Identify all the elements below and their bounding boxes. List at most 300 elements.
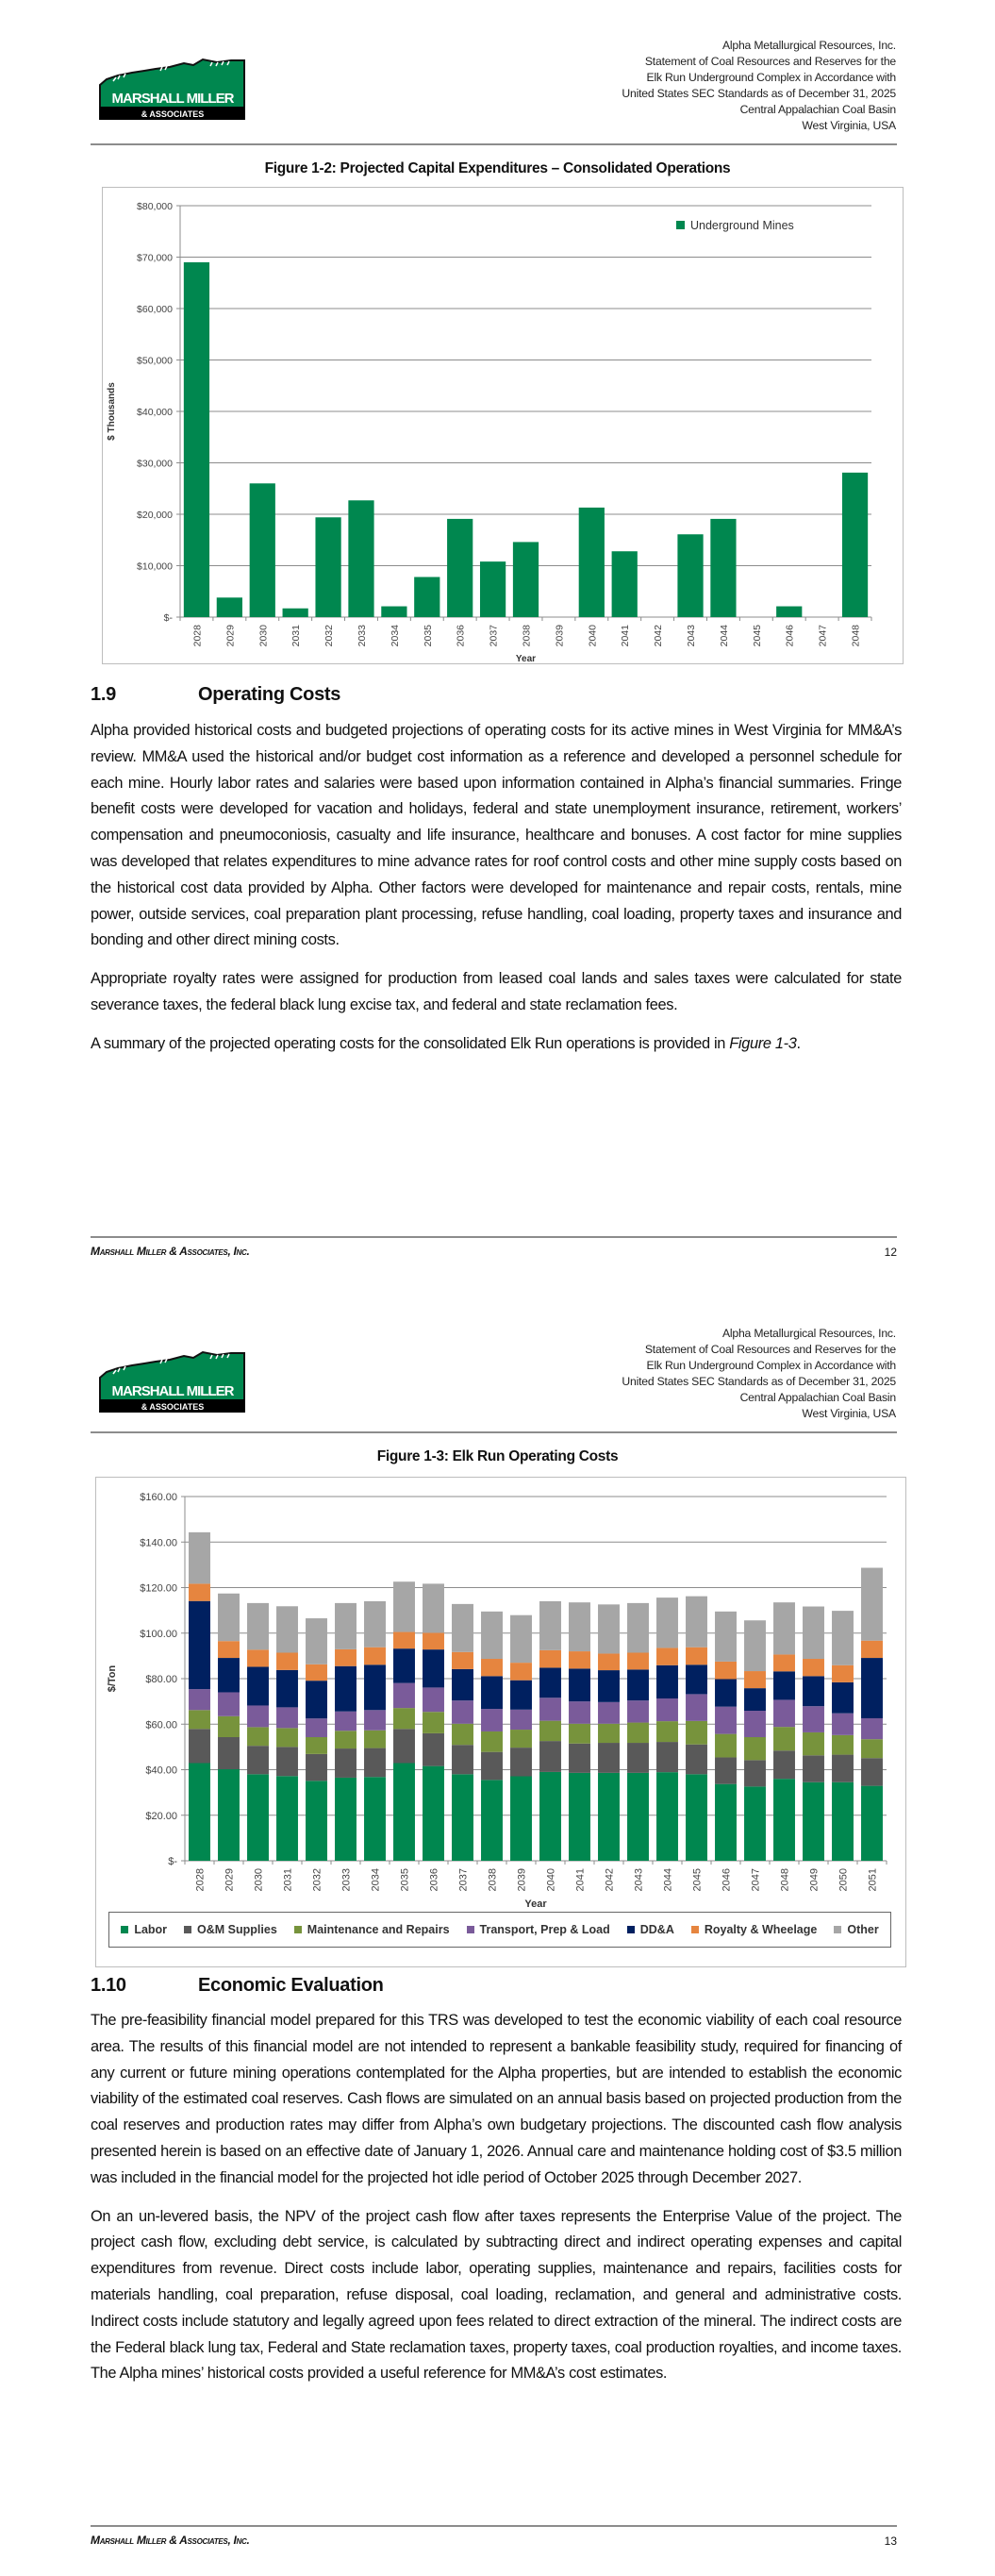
bar-2028-dd-a [189,1601,210,1689]
bar-2046-underground-mines [776,607,802,617]
bar-2041-labor [569,1773,590,1861]
bar-2035-royalty-wheelage [393,1632,415,1649]
x-tick-label: 2046 [721,1868,733,1892]
y-tick-label: $100.00 [140,1628,177,1640]
bar-2041-underground-mines [612,551,638,617]
x-tick-label: 2045 [751,625,763,647]
bar-2038-transport-prep-load [481,1709,503,1731]
y-tick-label: $40.00 [145,1765,177,1777]
y-tick-label: $50,000 [137,355,173,367]
section-heading-1-9 [91,684,340,706]
y-tick-label: $60,000 [137,304,173,315]
bar-2046-other [715,1612,737,1662]
x-axis-title: Year [524,1899,547,1910]
bar-2028-underground-mines [184,262,209,617]
bar-2049-dd-a [803,1676,824,1706]
operating-costs-chart [96,1478,905,1966]
x-tick-label: 2051 [867,1868,879,1892]
bar-2037-transport-prep-load [452,1700,473,1724]
bar-2040-dd-a [539,1667,561,1698]
x-tick-label: 2042 [653,625,665,647]
bar-2038-o-m-supplies [481,1752,503,1781]
bar-2029-underground-mines [217,597,242,617]
footer-company: Marshall Miller & Associates, Inc. [91,1245,250,1258]
bar-2048-maintenance-and-repairs [773,1727,795,1750]
bar-2037-royalty-wheelage [452,1652,473,1669]
header-line: Statement of Coal Resources and Reserves for the [644,55,896,68]
bar-2051-transport-prep-load [861,1718,883,1739]
x-tick-label: 2048 [850,625,862,647]
header-line: Central Appalachian Coal Basin [739,1391,896,1404]
y-tick-label: $60.00 [145,1719,177,1731]
header-line: Alpha Metallurgical Resources, Inc. [721,1327,896,1340]
legend-swatch-transport-prep-load [467,1926,474,1933]
bar-2047-dd-a [744,1688,766,1711]
y-tick-label: $140.00 [140,1537,177,1549]
bar-2029-o-m-supplies [218,1737,240,1769]
bar-2032-other [306,1618,327,1664]
legend-label-o-m-supplies: O&M Supplies [197,1923,277,1936]
legend-swatch-o-m-supplies [184,1926,191,1933]
bar-2042-o-m-supplies [598,1743,620,1773]
header-line: West Virginia, USA [802,1407,896,1420]
bar-2049-maintenance-and-repairs [803,1732,824,1755]
bar-2049-transport-prep-load [803,1706,824,1732]
bar-2045-other [686,1597,707,1648]
bar-2044-other [656,1597,678,1648]
bar-2040-underground-mines [579,508,605,617]
bar-2048-o-m-supplies [773,1750,795,1779]
bar-2033-other [335,1603,357,1649]
legend-swatch-dd-a [627,1926,635,1933]
bar-2044-dd-a [656,1665,678,1698]
bar-2032-underground-mines [315,517,340,617]
bar-2041-o-m-supplies [569,1744,590,1773]
bar-2045-labor [686,1774,707,1861]
x-tick-label: 2041 [620,625,632,647]
legend-swatch-maintenance-and-repairs [294,1926,302,1933]
operating-costs-text [91,718,902,1058]
bar-2028-maintenance-and-repairs [189,1710,210,1729]
x-tick-label: 2048 [779,1868,791,1892]
x-tick-label: 2043 [686,625,698,647]
y-tick-label: $20,000 [137,510,173,521]
chart-legend [676,219,794,232]
bar-2043-other [627,1603,649,1653]
bar-2029-other [218,1594,240,1641]
legend-label-other: Other [847,1923,879,1936]
capex-chart [103,188,903,663]
bar-2028-transport-prep-load [189,1689,210,1710]
bar-2051-o-m-supplies [861,1758,883,1785]
bar-2034-o-m-supplies [364,1748,386,1778]
bar-2042-dd-a [598,1670,620,1702]
footer-divider [91,1236,897,1238]
legend-label-dd-a: DD&A [639,1923,674,1936]
bar-2040-royalty-wheelage [539,1650,561,1668]
bar-2047-other [744,1620,766,1671]
x-tick-label: 2038 [487,1868,499,1892]
x-tick-label: 2046 [784,625,796,647]
paragraph [91,1031,902,1058]
x-tick-label: 2047 [817,625,829,647]
x-tick-label: 2033 [356,625,368,647]
bar-2031-labor [276,1776,298,1861]
bar-2050-maintenance-and-repairs [832,1735,854,1755]
bar-2041-dd-a [569,1668,590,1701]
marshall-miller-logo [99,1349,246,1415]
legend-label-labor: Labor [134,1923,168,1936]
footer-company: Marshall Miller & Associates, Inc. [91,2534,250,2547]
bar-2040-transport-prep-load [539,1698,561,1720]
bar-2048-other [773,1602,795,1654]
x-tick-label: 2043 [633,1868,645,1892]
y-tick-label: $70,000 [137,252,173,264]
y-tick-label: $80,000 [137,201,173,212]
bar-2029-transport-prep-load [218,1692,240,1715]
bar-2048-labor [773,1779,795,1861]
bar-2039-maintenance-and-repairs [510,1730,532,1748]
bar-2033-transport-prep-load [335,1712,357,1731]
bar-2042-other [598,1604,620,1653]
bar-2041-other [569,1602,590,1651]
bar-2031-other [276,1606,298,1652]
header-line: United States SEC Standards as of December 31, 2025 [622,87,896,100]
paragraph: On an un-levered basis, the NPV of the project cash flow after taxes represents the Enterprise Value of the project. The project cash flow, excluding debt service, is calculated by subtracting direct and indirect operating expenses and capital expenditures from revenue. Direct costs include labor, operating supplies, maintenance and repairs, facilities costs for materials handling, coal preparation, refuse disposal, coal loading, reclamation, and general and administrative costs. Indirect costs include statutory and legally agreed upon fees related to direct extraction of the mineral. The indirect costs are the Federal black lung tax, Federal and State reclamation taxes, property taxes, coal production royalties, and income taxes. The Alpha mines’ historical costs provided a useful reference for MM&A’s cost estimates. [91,2207,902,2383]
bar-2051-maintenance-and-repairs [861,1739,883,1758]
x-tick-label: 2037 [488,625,500,647]
svg-text:& ASSOCIATES: & ASSOCIATES [141,1402,205,1412]
x-tick-label: 2042 [604,1868,616,1892]
legend-item-dd-a [627,1923,674,1936]
bar-2046-o-m-supplies [715,1757,737,1783]
y-tick-label: $- [168,1856,177,1867]
bar-2033-dd-a [335,1666,357,1712]
x-tick-label: 2034 [370,1868,382,1892]
paragraph: Alpha provided historical costs and budgeted projections of operating costs for its active mines in West Virginia for MM&A’s review. MM&A used the historical and/or budget cost information as a reference and developed a personnel schedule for each mine. Hourly labor rates and salaries were based upon information contained in Alpha’s financial summaries. Fringe benefit costs were developed for vacation and holidays, federal and state unemployment insurance, retirement, workers’ compensation and pneumoconiosis, casualty and life insurance, healthcare and bonuses. A cost factor for mine supplies was developed that relates expenditures to mine advance rates for roof control costs and other mine supply costs based on the historical cost data provided by Alpha. Other factors were developed for maintenance and repair costs, rentals, mine power, outside services, coal preparation plant processing, refuse handling, coal loading, property taxes and insurance and bonding and other direct mining costs. [91,722,902,949]
bar-2047-maintenance-and-repairs [744,1737,766,1760]
bar-2044-underground-mines [710,519,736,617]
bar-2046-labor [715,1784,737,1861]
x-tick-label: 2029 [224,625,237,647]
footer-divider [91,2525,897,2527]
document-header [622,1326,896,1422]
bar-2044-maintenance-and-repairs [656,1721,678,1742]
legend-label-maintenance-and-repairs: Maintenance and Repairs [307,1923,450,1936]
legend-item-royalty-wheelage [691,1923,817,1936]
bar-2030-other [247,1603,269,1649]
paragraph: Appropriate royalty rates were assigned for production from leased coal lands and sales taxes were calculated for state severance taxes, the federal black lung excise tax, and federal and state reclamation fees. [91,970,902,1013]
x-tick-label: 2039 [554,625,566,647]
bar-2042-transport-prep-load [598,1702,620,1724]
bar-2030-transport-prep-load [247,1705,269,1727]
bar-2036-o-m-supplies [423,1733,444,1766]
y-tick-label: $80.00 [145,1674,177,1685]
y-tick-label: $120.00 [140,1582,177,1595]
bar-2029-dd-a [218,1658,240,1692]
x-tick-label: 2028 [191,625,204,647]
chart-legend [108,1912,891,1948]
legend-item-labor [121,1923,167,1936]
bar-2044-transport-prep-load [656,1698,678,1721]
bar-2030-maintenance-and-repairs [247,1727,269,1746]
x-tick-label: 2030 [253,1868,265,1892]
header-line: Alpha Metallurgical Resources, Inc. [721,39,896,52]
x-tick-label: 2040 [587,625,599,647]
bar-2032-transport-prep-load [306,1718,327,1737]
bar-2037-other [452,1604,473,1652]
bar-2048-transport-prep-load [773,1699,795,1727]
bar-2042-labor [598,1773,620,1861]
x-tick-label: 2028 [194,1868,207,1892]
bar-2051-labor [861,1786,883,1861]
section-title: Economic Evaluation [198,1975,384,1996]
bar-2038-underground-mines [513,542,539,617]
bar-2043-dd-a [627,1669,649,1700]
header-divider [91,143,897,145]
legend-item-transport-prep-load [467,1923,610,1936]
bar-2050-transport-prep-load [832,1714,854,1735]
section-number: 1.9 [91,684,116,705]
bar-2036-other [423,1583,444,1632]
bar-2046-maintenance-and-repairs [715,1734,737,1758]
bar-2042-maintenance-and-repairs [598,1724,620,1743]
bar-2034-transport-prep-load [364,1710,386,1730]
svg-text:MARSHALL MILLER: MARSHALL MILLER [111,1383,234,1399]
header-line: Elk Run Underground Complex in Accordance with [646,71,896,84]
bar-2036-transport-prep-load [423,1687,444,1712]
x-tick-label: 2029 [224,1868,236,1892]
bar-2037-dd-a [452,1669,473,1700]
bar-2032-labor [306,1781,327,1861]
bar-2034-other [364,1601,386,1648]
x-tick-label: 2044 [662,1868,674,1892]
bar-2029-maintenance-and-repairs [218,1716,240,1737]
bar-2045-maintenance-and-repairs [686,1721,707,1745]
bar-2047-labor [744,1786,766,1861]
svg-text:MARSHALL MILLER: MARSHALL MILLER [111,91,234,107]
bar-2030-royalty-wheelage [247,1649,269,1666]
bar-2035-underground-mines [414,577,439,617]
x-tick-label: 2036 [455,625,467,647]
bar-2033-underground-mines [348,500,373,617]
bar-2029-royalty-wheelage [218,1641,240,1658]
bar-2033-labor [335,1778,357,1861]
bar-2037-labor [452,1774,473,1861]
bar-2039-dd-a [510,1681,532,1710]
bar-2051-dd-a [861,1658,883,1718]
figure-title: Figure 1-2: Projected Capital Expenditures – Consolidated Operations [264,160,731,176]
bar-2037-o-m-supplies [452,1745,473,1774]
y-tick-label: $40,000 [137,407,173,418]
x-tick-label: 2049 [808,1868,821,1892]
bar-2032-o-m-supplies [306,1754,327,1781]
bar-2030-underground-mines [250,483,275,617]
bar-2037-underground-mines [480,561,506,617]
page-number: 12 [884,1246,897,1259]
marshall-miller-logo [99,57,246,123]
bar-2036-labor [423,1766,444,1861]
bar-2036-maintenance-and-repairs [423,1712,444,1733]
bar-2034-royalty-wheelage [364,1648,386,1665]
legend-item-o-m-supplies [184,1923,277,1936]
bar-2049-royalty-wheelage [803,1659,824,1676]
document-header [622,38,896,134]
section-heading-1-10 [91,1975,384,1997]
bar-2044-royalty-wheelage [656,1648,678,1664]
bar-2031-o-m-supplies [276,1747,298,1776]
x-tick-label: 2038 [521,625,533,647]
bar-2035-labor [393,1764,415,1861]
header-line: Central Appalachian Coal Basin [739,103,896,116]
y-tick-label: $20.00 [145,1810,177,1822]
bar-2040-maintenance-and-repairs [539,1721,561,1741]
y-axis-title: $/Ton [107,1664,118,1693]
x-tick-label: 2045 [691,1868,704,1892]
header-divider [91,1431,897,1433]
bar-2035-other [393,1581,415,1631]
bar-2045-transport-prep-load [686,1694,707,1720]
bar-2043-maintenance-and-repairs [627,1723,649,1743]
bar-2038-labor [481,1780,503,1861]
header-line: West Virginia, USA [802,119,896,132]
x-tick-label: 2039 [516,1868,528,1892]
legend-swatch-other [834,1926,841,1933]
bar-2043-royalty-wheelage [627,1652,649,1669]
bar-2035-o-m-supplies [393,1729,415,1763]
figure-title: Figure 1-3: Elk Run Operating Costs [376,1448,619,1464]
bar-2035-dd-a [393,1648,415,1682]
bar-2031-maintenance-and-repairs [276,1728,298,1747]
x-tick-label: 2037 [457,1868,470,1892]
bar-2033-maintenance-and-repairs [335,1731,357,1748]
bar-2038-other [481,1612,503,1659]
bar-2032-royalty-wheelage [306,1664,327,1681]
bar-2033-o-m-supplies [335,1748,357,1778]
bar-2050-dd-a [832,1682,854,1714]
bar-2045-royalty-wheelage [686,1648,707,1665]
svg-text:& ASSOCIATES: & ASSOCIATES [141,109,205,119]
bar-2030-o-m-supplies [247,1746,269,1774]
bar-2046-royalty-wheelage [715,1662,737,1680]
bar-2043-transport-prep-load [627,1700,649,1722]
bar-2034-maintenance-and-repairs [364,1731,386,1748]
bar-2041-royalty-wheelage [569,1651,590,1668]
bar-2028-labor [189,1764,210,1861]
legend-item-other [834,1923,878,1936]
x-tick-label: 2050 [837,1868,850,1892]
bar-2050-other [832,1611,854,1665]
legend-label-royalty-wheelage: Royalty & Wheelage [704,1923,818,1936]
bar-2029-labor [218,1769,240,1861]
section-number: 1.10 [91,1975,126,1996]
bar-2047-o-m-supplies [744,1760,766,1786]
bar-2048-royalty-wheelage [773,1654,795,1671]
bar-2050-o-m-supplies [832,1755,854,1782]
legend-label-underground-mines: Underground Mines [690,219,794,232]
bar-2036-underground-mines [447,519,473,617]
bar-2028-o-m-supplies [189,1729,210,1763]
x-tick-label: 2041 [574,1868,587,1892]
bar-2050-royalty-wheelage [832,1665,854,1682]
bar-2051-royalty-wheelage [861,1641,883,1658]
bar-2036-royalty-wheelage [423,1633,444,1650]
x-tick-label: 2033 [340,1868,353,1892]
bar-2039-o-m-supplies [510,1748,532,1776]
economic-evaluation-text [91,2008,902,2387]
bar-2031-transport-prep-load [276,1707,298,1728]
bar-2039-labor [510,1776,532,1861]
bar-2034-labor [364,1777,386,1861]
bar-2032-maintenance-and-repairs [306,1737,327,1754]
bar-2040-labor [539,1772,561,1861]
header-line: Elk Run Underground Complex in Accordance with [646,1359,896,1372]
bar-2032-dd-a [306,1681,327,1718]
bar-2038-dd-a [481,1676,503,1709]
bar-2035-maintenance-and-repairs [393,1708,415,1729]
legend-swatch-royalty-wheelage [691,1926,699,1933]
bar-2042-royalty-wheelage [598,1653,620,1670]
bar-2044-labor [656,1772,678,1861]
bar-2036-dd-a [423,1649,444,1687]
x-tick-label: 2047 [750,1868,762,1892]
bar-2039-royalty-wheelage [510,1663,532,1681]
x-axis-title: Year [515,654,537,663]
bar-2040-o-m-supplies [539,1741,561,1772]
section-title: Operating Costs [198,684,341,705]
bar-2043-o-m-supplies [627,1743,649,1773]
x-tick-label: 2040 [545,1868,557,1892]
bar-2031-royalty-wheelage [276,1652,298,1669]
bar-2044-o-m-supplies [656,1742,678,1772]
bar-2047-transport-prep-load [744,1711,766,1737]
bar-2048-dd-a [773,1671,795,1699]
bar-2038-royalty-wheelage [481,1659,503,1676]
summary-end: . [796,1034,801,1052]
x-tick-label: 2032 [311,1868,323,1892]
bar-2035-transport-prep-load [393,1683,415,1709]
bar-2049-o-m-supplies [803,1755,824,1781]
bar-2030-labor [247,1774,269,1861]
bar-2031-dd-a [276,1670,298,1708]
figure-reference-link: Figure 1-3 [729,1034,797,1052]
x-tick-label: 2036 [428,1868,440,1892]
bar-2028-other [189,1532,210,1584]
bar-2039-other [510,1615,532,1663]
bar-2051-other [861,1568,883,1641]
capex-chart-frame [102,187,904,664]
bar-2039-transport-prep-load [510,1710,532,1730]
y-axis-title: $ Thousands [107,382,117,441]
bar-2043-labor [627,1773,649,1861]
bar-2034-dd-a [364,1664,386,1710]
bar-2040-other [539,1601,561,1650]
legend-swatch-underground-mines [676,221,685,229]
bar-2031-underground-mines [283,609,308,617]
paragraph: The pre-feasibility financial model prepared for this TRS was developed to test the economic viability of each coal resource area. The results of this financial model are not intended to represent a bankable feasibility study, required for financing of any current or future mining operations contemplated for the Alpha properties, but are intended to establish the economic viability of the estimated coal reserves. Cash flows are simulated on an annual basis based on projected production from the coal reserves and production rates may differ from Alpha’s own budgetary projections. The discounted cash flow analysis presented herein is based on an effective date of January 1, 2026. Annual care and maintenance holding cost of $3.5 million was included in the financial model for the projected hot idle period of October 2025 through December 2027. [91,2012,902,2186]
bar-2038-maintenance-and-repairs [481,1731,503,1752]
bar-2049-labor [803,1782,824,1861]
bar-2046-transport-prep-load [715,1707,737,1734]
y-tick-label: $- [163,612,173,624]
x-tick-label: 2034 [389,625,401,647]
x-tick-label: 2035 [422,625,434,647]
bar-2046-dd-a [715,1679,737,1706]
bar-2043-underground-mines [677,534,703,617]
legend-swatch-labor [121,1926,128,1933]
y-tick-label: $160.00 [140,1492,177,1503]
y-tick-label: $30,000 [137,458,173,470]
